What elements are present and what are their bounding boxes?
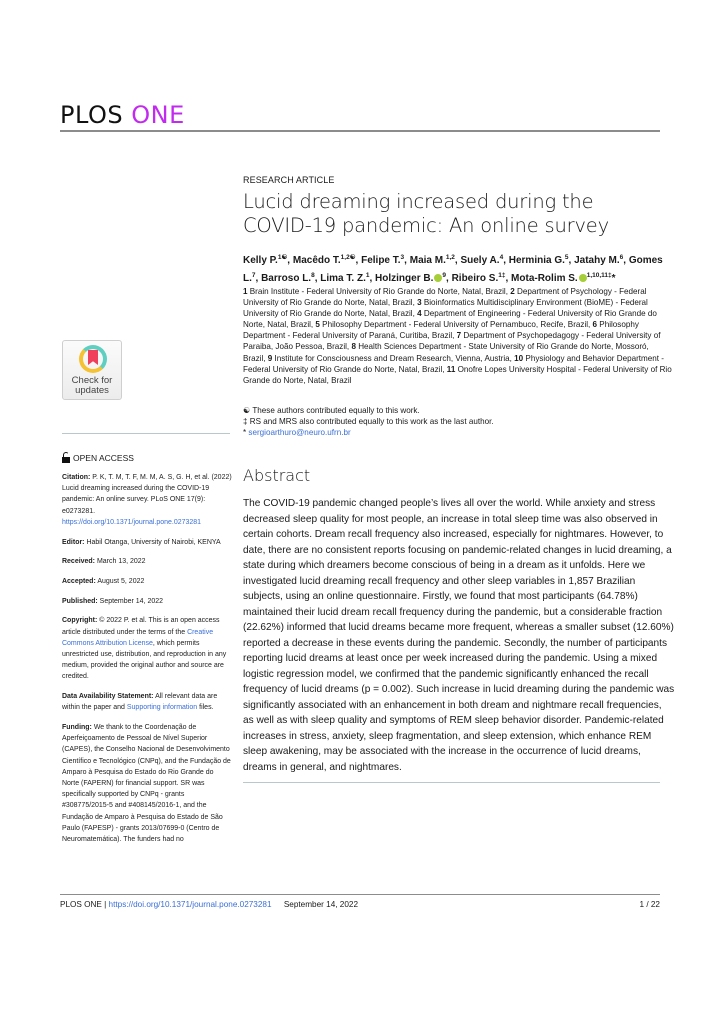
author-affiliation-marker: 1,2☯: [340, 254, 356, 261]
affiliations: [243, 286, 673, 386]
editor-text: Habil Otanga, University of Nairobi, KENYA: [86, 536, 221, 546]
funding-text: We thank to the Coordenação de Aperfeiçoamento de Pessoal de Nível Superior (CAPES), the Conselho Nacional de Desenvolvimento Científico e Tecnológico (CNPq), and the Fundação de Amparo à Pesquisa do Estado do Rio Grande do Norte (FAPERN) for financial support. SR was specifically supported by CNPq - grants #308775/2015-5 and #408145/2016-1, and the Fundação de Amparo à Pesquisa do Estado de São Paulo (FAPESP) - grants 2013/07699-0 (Centro de Neuromatemática). The funders had no: [62, 721, 231, 843]
author[interactable]: Macêdo T.: [292, 255, 341, 266]
author[interactable]: Maia M.: [409, 255, 446, 266]
author[interactable]: Gomes L.: [243, 255, 663, 284]
abstract-divider: [243, 782, 660, 783]
affiliation-text: Philosophy Department - Federal University of Paraná, Curitiba, Brazil,: [243, 320, 639, 341]
author-affiliation-marker: 4: [499, 254, 504, 261]
footer-doi-link[interactable]: https://doi.org/10.1371/journal.pone.0273281: [108, 900, 272, 909]
accepted-block: [62, 575, 232, 586]
editor-label: Editor:: [62, 536, 85, 546]
affiliation-number: 8: [351, 342, 356, 352]
published-block: [62, 595, 232, 606]
author-notes: [243, 406, 673, 438]
data-availability-block: [62, 690, 232, 712]
author-list: Kelly P.$^{1☯}$, Macêdo T.$^{1,2☯}$, Felipe T.$^3$, Maia M.$^{1,2}$, Suely A.$^4$, Herminia G.$^5$, Jatahy M.$^6$, Gomes L.$^7$, Barroso L.$^8$, Lima T. Z.$^1$, Holzinger B. $^9$, Ribeiro S.$^{1\ddagger}$, Mota-Rolim S. $^{1,10,11\ddagger}$*: [243, 254, 663, 284]
affiliation-text: Bioinformatics Multidisciplinary Environment (BioME) - Federal University of Rio Grande do Norte, Natal, Brazil,: [243, 298, 648, 319]
article-info-sidebar: [62, 471, 232, 853]
open-access-text: OPEN ACCESS: [73, 452, 134, 463]
copyright-label: Copyright:: [62, 615, 98, 625]
supporting-information-link[interactable]: Supporting information: [126, 702, 198, 712]
footer-date: September 14, 2022: [283, 900, 359, 909]
author[interactable]: Holzinger B.: [375, 273, 434, 284]
funding-block: [62, 721, 232, 844]
affiliation-text: Onofre Lopes University Hospital - Federal University of Rio Grande do Norte, Natal, Brazil: [243, 364, 672, 385]
copyright-text-start: © 2022 P. et al. This is an open access article distributed under the terms of the: [62, 615, 220, 636]
accepted-date: August 5, 2022: [97, 575, 145, 585]
author-affiliation-marker: 7: [251, 272, 256, 279]
published-date: September 14, 2022: [99, 595, 163, 605]
editor-block: [62, 536, 232, 547]
author[interactable]: Jatahy M.: [574, 255, 620, 266]
citation-text: P. K, T. M, T. F, M. M, A. S, G. H, et al. (2022) Lucid dreaming increased during the COVID-19 pandemic: An online survey. PLoS ONE 17(9): e0273281.: [62, 472, 232, 515]
corresponding-mark: *: [243, 427, 247, 437]
affiliation-number: 4: [417, 309, 422, 319]
abstract-heading: Abstract: [243, 466, 311, 485]
author-affiliation-marker: 3: [400, 254, 405, 261]
footer-divider: [60, 894, 660, 895]
received-label: Received:: [62, 556, 96, 566]
received-date: March 13, 2022: [96, 556, 146, 566]
logo-plos: PLOS: [60, 101, 124, 129]
affiliation-text: Physiology and Behavior Department - Federal University of Rio Grande do Norte, Natal, Brazil,: [243, 353, 664, 374]
affiliation-text: Health Sciences Department - State University of Rio Grande do Norte, Mossoró, Brazil,: [243, 342, 649, 363]
sidebar-divider: [62, 433, 230, 434]
published-label: Published:: [62, 595, 98, 605]
copyright-text-end: , which permits unrestricted use, distribution, and reproduction in any medium, provided the original author and source are credited.: [62, 637, 227, 681]
author-affiliation-marker: 5: [564, 254, 569, 261]
affiliation-text: Department of Psychopedagogy - Federal University of Paraiba, João Pessoa, Brazil,: [243, 331, 661, 352]
received-block: [62, 555, 232, 566]
affiliation-number: 10: [514, 353, 524, 363]
journal-logo[interactable]: [60, 101, 185, 129]
author-affiliation-marker: 6: [619, 254, 624, 261]
author-affiliation-marker: 1,2: [445, 254, 455, 261]
footer-left: [60, 900, 358, 909]
affiliation-number: 5: [315, 320, 320, 330]
accepted-label: Accepted:: [62, 575, 96, 585]
check-for-updates-badge[interactable]: [62, 340, 122, 400]
author-affiliation-marker: 9: [442, 272, 446, 279]
open-lock-icon: [62, 452, 70, 463]
author[interactable]: Herminia G.: [508, 255, 565, 266]
author[interactable]: Kelly P.: [243, 255, 278, 266]
corresponding-author-mark: *: [611, 273, 616, 284]
author[interactable]: Barroso L.: [261, 273, 312, 284]
article-title: Lucid dreaming increased during the COVID-19 pandemic: An online survey: [243, 190, 609, 237]
affiliation-number: 2: [510, 287, 515, 296]
page-footer: [60, 900, 660, 909]
author-affiliation-marker: 1: [365, 272, 370, 279]
crossmark-label: Check for updates: [71, 375, 113, 396]
affiliation-number: 3: [417, 298, 422, 308]
orcid-icon[interactable]: [579, 274, 587, 282]
open-access-label: [62, 452, 134, 463]
author[interactable]: Ribeiro S.: [451, 273, 499, 284]
footer-journal: PLOS ONE |: [60, 900, 107, 909]
author-affiliation-marker: 1‡: [498, 272, 506, 279]
affiliation-number: 9: [267, 353, 273, 363]
author[interactable]: Lima T. Z.: [320, 273, 366, 284]
author-affiliation-marker: 1☯: [277, 254, 288, 261]
affiliation-text: Institute for Consciousness and Dream Research, Vienna, Austria,: [272, 353, 515, 363]
affiliation-number: 7: [456, 331, 462, 341]
affiliation-text: Brain Institute - Federal University of Rio Grande do Norte, Natal, Brazil,: [247, 287, 511, 296]
author-affiliation-marker: 1,10,11‡: [586, 272, 612, 279]
author[interactable]: Suely A.: [460, 255, 500, 266]
affiliation-text: Philosophy Department - Federal University of Pernambuco, Recife, Brazil,: [319, 320, 593, 330]
author[interactable]: Mota-Rolim S.: [511, 273, 578, 284]
funding-label: Funding:: [62, 721, 92, 731]
equal-contribution-note: ☯ These authors contributed equally to this work.: [243, 406, 420, 415]
article-type: RESEARCH ARTICLE: [243, 175, 335, 185]
header-divider: [60, 130, 660, 132]
page-number: 1 / 22: [639, 900, 660, 909]
license-link[interactable]: Creative Commons Attribution License: [62, 626, 214, 647]
citation-block: [62, 471, 232, 527]
data-availability-text-end: files.: [199, 702, 214, 712]
data-availability-text-start: All relevant data are within the paper and: [62, 691, 218, 712]
affiliation-number: 6: [592, 320, 598, 330]
citation-doi-link[interactable]: https://doi.org/10.1371/journal.pone.0273281: [62, 516, 202, 526]
corresponding-email-line: [243, 428, 673, 439]
logo-one: ONE: [131, 101, 185, 129]
corresponding-email-link[interactable]: sergioarthuro@neuro.ufrn.br: [248, 427, 351, 437]
abstract-text: The COVID-19 pandemic changed people’s lives all over the world. While anxiety and stress decreased sleep quality for most people, an increase in total sleep time was also observed in certain cohorts. Dream recall frequency also increased, especially for nightmares. However, to date, there are no consistent reports focusing on pandemic-related changes in lucid dreaming, a state during which dreamers become conscious of being in a dream as it unfolds. Here we investigated lucid dreaming recall frequency and other sleep variables in 1,857 Brazilian subjects, using an online questionnaire. Firstly, we found that most participants (64.78%) maintained their lucid dream recall frequency during the pandemic, but a considerable fraction (22.62%) informed that lucid dreams became more frequent, whereas a smaller subset (12.60%) reported a decrease in these events during the pandemic. Secondly, the number of participants reporting lucid dreams at least once per week increased during the pandemic. Using a mixed logistic regression model, we confirmed that the pandemic significantly enhanced the recall frequency of lucid dreams (p = 0.002). Such increase in lucid dreaming during the pandemic was significantly associated with an enhancement in both dream and nightmare recall frequencies, as well as with sleep quality and symptoms of REM sleep behavior disorder. Pandemic-related increases in stress, anxiety, sleep fragmentation, and sleep extension, which enhance REM sleep awakening, may be associated with the increase in the occurrence of lucid dreams, dreams in general, and nightmares.: [243, 498, 675, 773]
affiliation-number: 1: [243, 287, 248, 296]
affiliation-number: 11: [446, 364, 456, 374]
author[interactable]: Felipe T.: [361, 255, 401, 266]
affiliation-text: Department of Engineering - Federal University of Rio Grande do Norte, Natal, Brazil,: [243, 309, 657, 330]
citation-label: Citation:: [62, 472, 91, 481]
last-author-note: ‡ RS and MRS also contributed equally to this work as the last author.: [243, 416, 494, 426]
copyright-block: [62, 614, 232, 681]
data-availability-label: Data Availability Statement:: [62, 691, 154, 701]
affiliation-text: Department of Psychology - Federal University of Rio Grande do Norte, Natal, Brazil,: [243, 287, 647, 308]
author-affiliation-marker: 8: [311, 272, 315, 279]
